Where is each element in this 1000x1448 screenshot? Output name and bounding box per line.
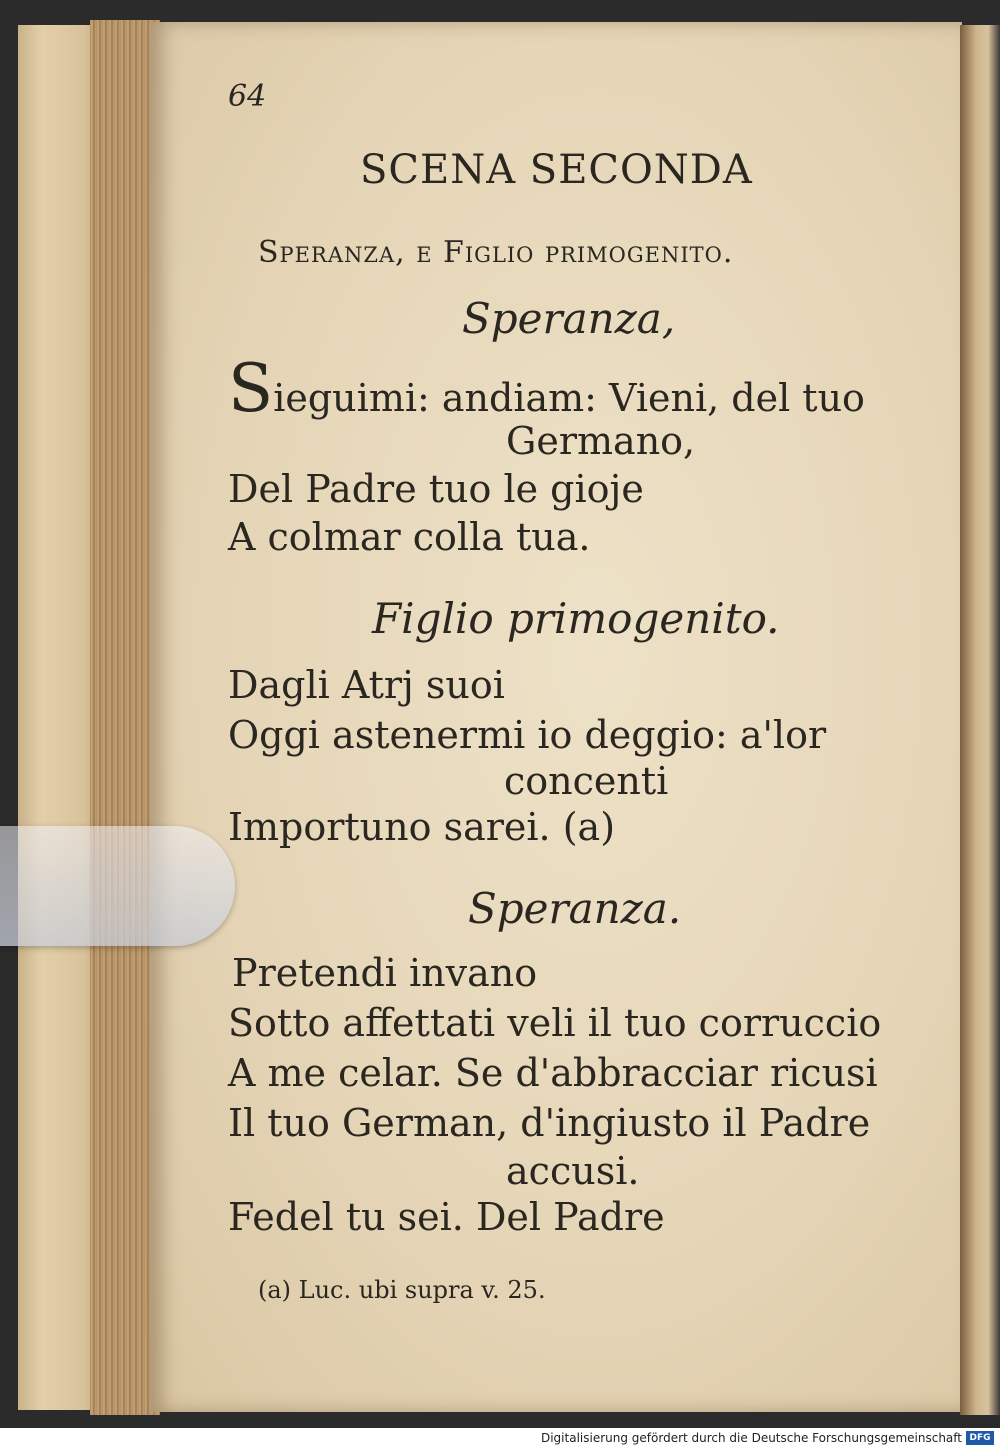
dfg-logo-icon: DFG bbox=[966, 1431, 994, 1445]
verse-line: accusi. bbox=[506, 1149, 640, 1193]
verse-line: Il tuo German, d'ingiusto il Padre bbox=[228, 1101, 871, 1145]
verse-line: Importuno sarei. (a) bbox=[228, 805, 616, 849]
characters-line: Speranza, e Figlio primogenito. bbox=[258, 235, 734, 270]
footer-bar bbox=[0, 1428, 1000, 1448]
page-number: 64 bbox=[228, 79, 267, 114]
scene-title: SCENA SECONDA bbox=[360, 147, 753, 193]
verse-line-text: ieguimi: andiam: Vieni, del tuo bbox=[273, 376, 865, 420]
verse-line: concenti bbox=[504, 759, 669, 803]
verse-line: Germano, bbox=[506, 419, 696, 463]
page-holder-marker bbox=[0, 826, 235, 946]
speaker-name: Speranza, bbox=[462, 294, 676, 343]
speaker-name: Figlio primogenito. bbox=[372, 594, 780, 643]
verse-line: Fedel tu sei. Del Padre bbox=[228, 1195, 665, 1239]
funding-notice: Digitalisierung gefördert durch die Deutsche Forschungsgemeinschaft bbox=[540, 1431, 962, 1445]
drop-cap-initial: S bbox=[228, 350, 274, 427]
verse-line: Del Padre tuo le gioje bbox=[228, 467, 644, 511]
verse-line: Pretendi invano bbox=[232, 951, 538, 995]
footnote: (a) Luc. ubi supra v. 25. bbox=[258, 1276, 546, 1304]
verse-line: Sotto affettati veli il tuo corruccio bbox=[228, 1001, 882, 1045]
verse-line: A colmar colla tua. bbox=[228, 515, 591, 559]
verse-line: Oggi astenermi io deggio: a'lor bbox=[228, 713, 827, 757]
verse-line bbox=[228, 350, 865, 427]
book-right-edge bbox=[960, 25, 1000, 1415]
verse-line: Dagli Atrj suoi bbox=[228, 663, 505, 707]
speaker-name: Speranza. bbox=[468, 884, 682, 933]
verse-line: A me celar. Se d'abbracciar ricusi bbox=[228, 1051, 878, 1095]
